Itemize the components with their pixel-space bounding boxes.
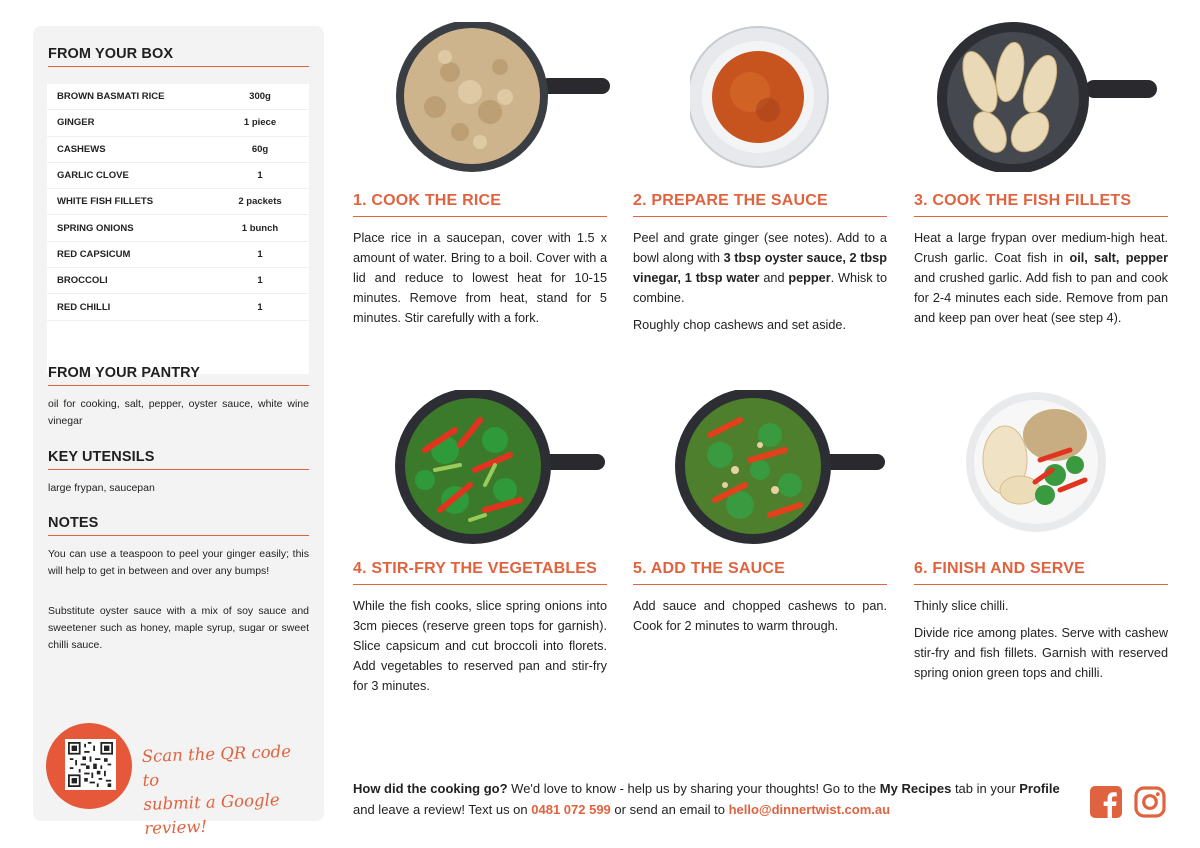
ingredient-quantity: 2 packets <box>238 196 282 208</box>
contact-link[interactable]: hello@dinnertwist.com.au <box>728 802 891 817</box>
sauce-bowl-photo <box>690 22 830 172</box>
qr-code-icon <box>68 742 113 787</box>
ingredients-table <box>47 84 309 374</box>
step-text: Thinly slice chilli. <box>914 599 1009 613</box>
step-text: and crushed garlic. Add fish to pan and cook for 2-4 minutes each side. Remove from pan and keep pan over heat (see step 4). <box>914 271 1168 325</box>
step-text: Heat a large frypan over medium-high heat. Crush garlic. Coat fish in <box>914 231 1168 265</box>
utensils-text: large frypan, saucepan <box>48 482 155 494</box>
stir-fry-vegetables-photo <box>385 390 615 545</box>
step-paragraph <box>914 596 1168 616</box>
step-paragraph <box>914 228 1168 328</box>
ingredient-quantity: 60g <box>251 143 269 155</box>
step-emphasis: oil, salt, pepper <box>1069 251 1169 265</box>
step-text: Roughly chop cashews and set aside. <box>633 318 846 332</box>
ingredient-quantity: 1 <box>257 170 263 182</box>
footer-text: or send an email to <box>610 802 729 817</box>
fish-pan-photo <box>935 22 1165 172</box>
step-emphasis: 3 tbsp oyster sauce, 2 tbsp vinegar, 1 tbsp water <box>633 251 887 285</box>
ingredient-row <box>47 242 309 268</box>
qr-badge <box>46 723 132 809</box>
step-1-body <box>353 228 607 335</box>
ingredient-row <box>47 110 309 136</box>
step-6-body <box>914 596 1168 690</box>
ingredient-name: GARLIC CLOVE <box>57 170 129 182</box>
qr-caption-line-2: submit a Google review! <box>143 790 280 838</box>
footer-emphasis: My Recipes <box>879 781 952 796</box>
qr-code[interactable] <box>65 739 116 790</box>
step-3-title: 3. COOK THE FISH FILLETS <box>914 192 1168 217</box>
step-paragraph <box>353 228 607 328</box>
facebook-icon[interactable] <box>1090 786 1122 818</box>
ingredient-name: RED CHILLI <box>57 301 111 313</box>
ingredient-name: RED CAPSICUM <box>57 248 131 260</box>
step-text: While the fish cooks, slice spring onions into 3cm pieces (reserve green tops for garnish). Slice capsicum and cut broccoli into florets. Add vegetables to reserved pan and stir-fry for 3 minutes. <box>353 599 607 693</box>
ingredient-name: BROCCOLI <box>57 275 108 287</box>
step-paragraph <box>914 623 1168 683</box>
ingredient-quantity: 1 piece <box>243 117 277 129</box>
ingredient-row <box>47 84 309 110</box>
ingredient-quantity: 1 <box>257 248 263 260</box>
notes-heading: NOTES <box>48 515 309 536</box>
ingredient-row <box>47 216 309 242</box>
rice-pan-photo <box>390 22 620 172</box>
note-2: Substitute oyster sauce with a mix of soy sauce and sweetener such as honey, maple syrup, sugar or sweet chilli sauce. <box>48 605 309 651</box>
step-text: Divide rice among plates. Serve with cashew stir-fry and fish fillets. Garnish with reserved spring onion green tops and chilli. <box>914 626 1168 680</box>
footer-text: and leave a review! Text us on <box>353 802 532 817</box>
step-5-title: 5. ADD THE SAUCE <box>633 560 887 585</box>
ingredient-quantity: 300g <box>249 91 271 103</box>
step-text: Add sauce and chopped cashews to pan. Cook for 2 minutes to warm through. <box>633 599 887 633</box>
ingredient-quantity: 1 bunch <box>241 222 279 234</box>
footer-emphasis: Profile <box>1019 781 1060 796</box>
step-paragraph <box>633 228 887 308</box>
from-your-pantry-heading: FROM YOUR PANTRY <box>48 365 309 386</box>
step-text: Peel and grate ginger (see notes). Add to a bowl along with <box>633 231 887 265</box>
step-4-body <box>353 596 607 703</box>
step-paragraph <box>633 315 887 335</box>
footer-emphasis: How did the cooking go? <box>353 781 508 796</box>
ingredient-quantity: 1 <box>257 275 263 287</box>
step-paragraph <box>353 596 607 696</box>
footer-text: tab in your <box>951 781 1020 796</box>
ingredient-name: SPRING ONIONS <box>57 222 134 234</box>
ingredient-row <box>47 163 309 189</box>
ingredient-row <box>47 189 309 215</box>
review-prompt <box>353 778 1083 820</box>
ingredient-row <box>47 268 309 294</box>
contact-link[interactable]: 0481 072 599 <box>531 802 611 817</box>
finished-plate-photo <box>960 390 1115 540</box>
sauce-added-photo <box>665 390 895 545</box>
step-1-title: 1. COOK THE RICE <box>353 192 607 217</box>
step-text: and <box>759 271 789 285</box>
step-2-title: 2. PREPARE THE SAUCE <box>633 192 887 217</box>
instagram-icon[interactable] <box>1134 786 1166 818</box>
step-2-body <box>633 228 887 342</box>
ingredient-name: WHITE FISH FILLETS <box>57 196 154 208</box>
note-1: You can use a teaspoon to peel your ginger easily; this will help to get in between and over any bumps! <box>48 548 309 577</box>
ingredient-name: GINGER <box>57 117 95 129</box>
step-5-body <box>633 596 887 643</box>
pantry-text: oil for cooking, salt, pepper, oyster sauce, white wine vinegar <box>48 398 309 427</box>
step-paragraph <box>633 596 887 636</box>
qr-caption-line-1: Scan the QR code to <box>141 741 292 790</box>
ingredient-row <box>47 294 309 320</box>
ingredient-name: BROWN BASMATI RICE <box>57 91 165 103</box>
step-4-title: 4. STIR-FRY THE VEGETABLES <box>353 560 607 585</box>
qr-caption <box>141 739 314 841</box>
from-your-box-heading: FROM YOUR BOX <box>48 46 309 67</box>
step-text: Place rice in a saucepan, cover with 1.5 x amount of water. Bring to a boil. Cover with a lid and reduce to lowest heat for 10-15 minutes. Remove from heat, stand for 5 minutes. Stir carefully with a fork. <box>353 231 607 325</box>
step-text: . Whisk to combine. <box>633 271 888 305</box>
footer-text: We'd love to know - help us by sharing your thoughts! Go to the <box>507 781 880 796</box>
sidebar <box>33 26 324 838</box>
key-utensils-heading: KEY UTENSILS <box>48 449 309 470</box>
step-6-title: 6. FINISH AND SERVE <box>914 560 1168 585</box>
step-emphasis: pepper <box>788 271 831 285</box>
step-3-body <box>914 228 1168 335</box>
ingredient-quantity: 1 <box>257 301 263 313</box>
ingredient-row <box>47 137 309 163</box>
ingredient-name: CASHEWS <box>57 143 106 155</box>
